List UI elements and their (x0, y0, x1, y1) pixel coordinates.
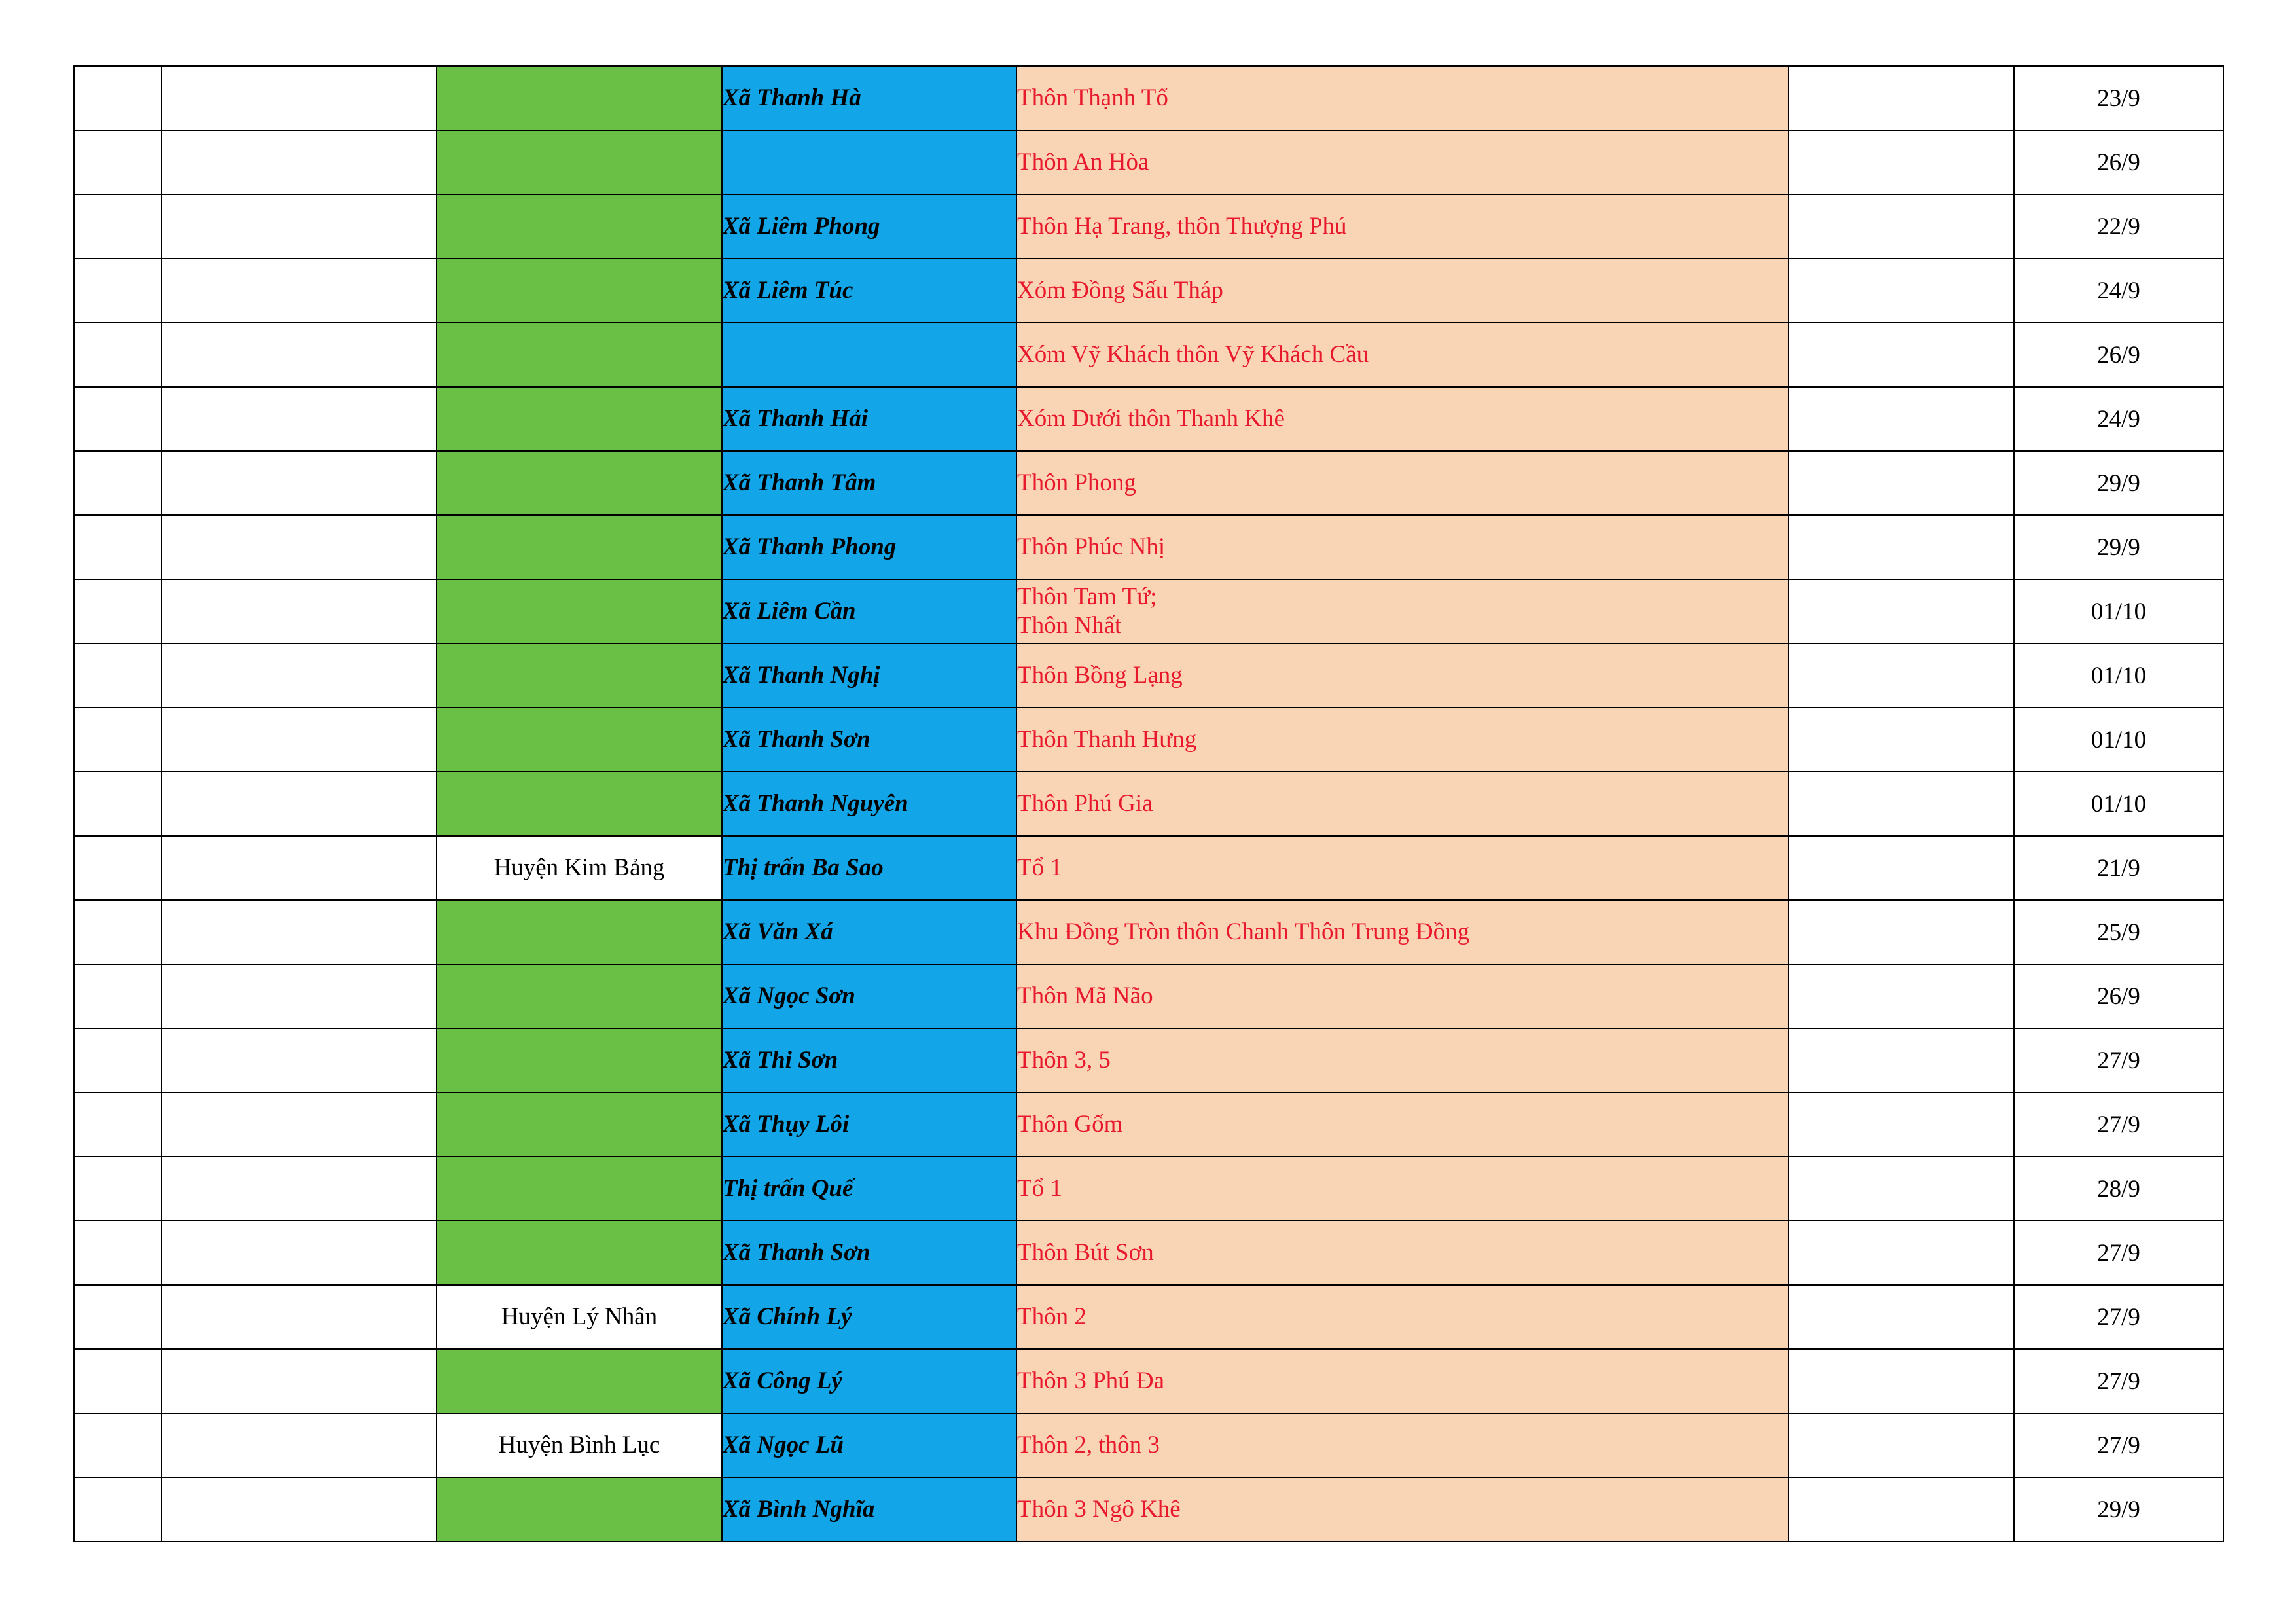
cell-province (162, 130, 437, 194)
cell-commune: Xã Thanh Sơn (722, 1221, 1016, 1285)
cell-province (162, 1157, 437, 1221)
table-row (74, 1349, 2223, 1413)
cell-spacer (1789, 1157, 2014, 1221)
cell-province (162, 836, 437, 900)
cell-hamlet: Xóm Đồng Sấu Tháp (1016, 259, 1789, 323)
cell-spacer (1789, 515, 2014, 579)
table-row (74, 579, 2223, 643)
cell-spacer (1789, 1028, 2014, 1092)
cell-district (437, 66, 722, 130)
cell-spacer (1789, 259, 2014, 323)
cell-hamlet: Thôn 3, 5 (1016, 1028, 1789, 1092)
cell-date: 27/9 (2014, 1092, 2223, 1157)
cell-index (74, 900, 162, 964)
table-row (74, 515, 2223, 579)
cell-spacer (1789, 323, 2014, 387)
cell-hamlet: Khu Đồng Tròn thôn Chanh Thôn Trung Đồng (1016, 900, 1789, 964)
cell-index (74, 1413, 162, 1477)
cell-commune: Thị trấn Quế (722, 1157, 1016, 1221)
locations-table (73, 65, 2224, 1542)
cell-hamlet: Thôn Thanh Hưng (1016, 708, 1789, 772)
cell-date: 22/9 (2014, 194, 2223, 259)
cell-spacer (1789, 387, 2014, 451)
cell-date: 29/9 (2014, 515, 2223, 579)
table-body (74, 66, 2223, 1542)
table-row (74, 1285, 2223, 1349)
cell-index (74, 643, 162, 708)
cell-spacer (1789, 772, 2014, 836)
cell-hamlet: Xóm Vỹ Khách thôn Vỹ Khách Cầu (1016, 323, 1789, 387)
cell-district (437, 259, 722, 323)
cell-hamlet: Thôn Phú Gia (1016, 772, 1789, 836)
cell-commune: Xã Chính Lý (722, 1285, 1016, 1349)
cell-spacer (1789, 1092, 2014, 1157)
cell-commune: Xã Thanh Nguyên (722, 772, 1016, 836)
cell-index (74, 1028, 162, 1092)
cell-index (74, 194, 162, 259)
cell-district (437, 451, 722, 515)
cell-hamlet: Thôn Gốm (1016, 1092, 1789, 1157)
table-row (74, 643, 2223, 708)
cell-hamlet: Xóm Dưới thôn Thanh Khê (1016, 387, 1789, 451)
table-row (74, 387, 2223, 451)
cell-province (162, 772, 437, 836)
cell-district (437, 964, 722, 1028)
cell-spacer (1789, 836, 2014, 900)
cell-commune: Xã Thanh Tâm (722, 451, 1016, 515)
cell-index (74, 1477, 162, 1542)
cell-spacer (1789, 66, 2014, 130)
cell-commune: Xã Văn Xá (722, 900, 1016, 964)
cell-district (437, 1092, 722, 1157)
cell-spacer (1789, 900, 2014, 964)
cell-hamlet: Tổ 1 (1016, 836, 1789, 900)
cell-province (162, 323, 437, 387)
cell-province (162, 66, 437, 130)
cell-district (437, 579, 722, 643)
cell-district (437, 387, 722, 451)
cell-commune: Xã Ngọc Lũ (722, 1413, 1016, 1477)
cell-province (162, 1413, 437, 1477)
cell-commune (722, 130, 1016, 194)
cell-district (437, 323, 722, 387)
cell-index (74, 708, 162, 772)
table-row (74, 1413, 2223, 1477)
cell-spacer (1789, 1413, 2014, 1477)
cell-spacer (1789, 451, 2014, 515)
cell-spacer (1789, 579, 2014, 643)
cell-date: 27/9 (2014, 1413, 2223, 1477)
cell-index (74, 1157, 162, 1221)
table-row (74, 194, 2223, 259)
cell-hamlet: Thôn 2, thôn 3 (1016, 1413, 1789, 1477)
cell-spacer (1789, 1477, 2014, 1542)
cell-commune: Thị trấn Ba Sao (722, 836, 1016, 900)
cell-district (437, 643, 722, 708)
cell-hamlet: Thôn Hạ Trang, thôn Thượng Phú (1016, 194, 1789, 259)
cell-date: 23/9 (2014, 66, 2223, 130)
cell-hamlet: Thôn Mã Não (1016, 964, 1789, 1028)
cell-district (437, 194, 722, 259)
cell-spacer (1789, 130, 2014, 194)
cell-date: 26/9 (2014, 323, 2223, 387)
cell-commune: Xã Thanh Hà (722, 66, 1016, 130)
cell-province (162, 964, 437, 1028)
cell-district (437, 1221, 722, 1285)
cell-district (437, 1157, 722, 1221)
cell-spacer (1789, 1349, 2014, 1413)
cell-district (437, 130, 722, 194)
cell-date: 01/10 (2014, 708, 2223, 772)
cell-hamlet: Thôn Thạnh Tổ (1016, 66, 1789, 130)
cell-commune: Xã Liêm Cần (722, 579, 1016, 643)
cell-province (162, 1285, 437, 1349)
table-row (74, 708, 2223, 772)
table-row (74, 323, 2223, 387)
cell-province (162, 387, 437, 451)
cell-commune: Xã Thanh Nghị (722, 643, 1016, 708)
cell-hamlet: Thôn Bồng Lạng (1016, 643, 1789, 708)
table-row (74, 772, 2223, 836)
cell-commune (722, 323, 1016, 387)
cell-province (162, 579, 437, 643)
cell-commune: Xã Công Lý (722, 1349, 1016, 1413)
cell-index (74, 387, 162, 451)
cell-province (162, 259, 437, 323)
table-row (74, 259, 2223, 323)
table-row (74, 1221, 2223, 1285)
cell-index (74, 451, 162, 515)
cell-date: 27/9 (2014, 1028, 2223, 1092)
cell-commune: Xã Bình Nghĩa (722, 1477, 1016, 1542)
cell-index (74, 130, 162, 194)
table-row (74, 451, 2223, 515)
cell-province (162, 1028, 437, 1092)
cell-index (74, 1221, 162, 1285)
cell-province (162, 1221, 437, 1285)
cell-date: 01/10 (2014, 579, 2223, 643)
table-row (74, 66, 2223, 130)
cell-spacer (1789, 1285, 2014, 1349)
cell-date: 24/9 (2014, 387, 2223, 451)
table-row (74, 900, 2223, 964)
cell-commune: Xã Thanh Sơn (722, 708, 1016, 772)
cell-district (437, 1028, 722, 1092)
cell-hamlet: Thôn Bút Sơn (1016, 1221, 1789, 1285)
cell-district: Huyện Bình Lục (437, 1413, 722, 1477)
cell-district: Huyện Lý Nhân (437, 1285, 722, 1349)
table-row (74, 1092, 2223, 1157)
cell-province (162, 708, 437, 772)
table-row (74, 1477, 2223, 1542)
cell-province (162, 1349, 437, 1413)
cell-index (74, 1285, 162, 1349)
cell-index (74, 66, 162, 130)
cell-district (437, 515, 722, 579)
cell-district (437, 772, 722, 836)
cell-hamlet: Thôn 3 Ngô Khê (1016, 1477, 1789, 1542)
cell-commune: Xã Liêm Túc (722, 259, 1016, 323)
cell-date: 24/9 (2014, 259, 2223, 323)
cell-date: 28/9 (2014, 1157, 2223, 1221)
cell-date: 01/10 (2014, 643, 2223, 708)
cell-date: 25/9 (2014, 900, 2223, 964)
cell-index (74, 964, 162, 1028)
cell-hamlet: Thôn An Hòa (1016, 130, 1789, 194)
cell-hamlet: Thôn 2 (1016, 1285, 1789, 1349)
cell-district: Huyện Kim Bảng (437, 836, 722, 900)
cell-index (74, 1349, 162, 1413)
cell-index (74, 836, 162, 900)
cell-district (437, 708, 722, 772)
cell-district (437, 1349, 722, 1413)
cell-district (437, 1477, 722, 1542)
cell-commune: Xã Thanh Hải (722, 387, 1016, 451)
cell-commune: Xã Thụy Lôi (722, 1092, 1016, 1157)
cell-hamlet: Thôn Phúc Nhị (1016, 515, 1789, 579)
cell-district (437, 900, 722, 964)
cell-date: 21/9 (2014, 836, 2223, 900)
table-row (74, 1028, 2223, 1092)
cell-date: 27/9 (2014, 1349, 2223, 1413)
cell-date: 01/10 (2014, 772, 2223, 836)
cell-date: 29/9 (2014, 1477, 2223, 1542)
table-row (74, 130, 2223, 194)
cell-province (162, 451, 437, 515)
cell-province (162, 515, 437, 579)
cell-commune: Xã Ngọc Sơn (722, 964, 1016, 1028)
table-row (74, 964, 2223, 1028)
cell-province (162, 1477, 437, 1542)
cell-commune: Xã Thi Sơn (722, 1028, 1016, 1092)
cell-date: 29/9 (2014, 451, 2223, 515)
cell-hamlet: Thôn Phong (1016, 451, 1789, 515)
cell-index (74, 772, 162, 836)
cell-date: 27/9 (2014, 1285, 2223, 1349)
cell-province (162, 194, 437, 259)
cell-commune: Xã Thanh Phong (722, 515, 1016, 579)
cell-hamlet: Tổ 1 (1016, 1157, 1789, 1221)
cell-spacer (1789, 708, 2014, 772)
cell-province (162, 643, 437, 708)
cell-hamlet: Thôn 3 Phú Đa (1016, 1349, 1789, 1413)
cell-province (162, 1092, 437, 1157)
cell-spacer (1789, 964, 2014, 1028)
table-row (74, 1157, 2223, 1221)
table-row (74, 836, 2223, 900)
cell-commune: Xã Liêm Phong (722, 194, 1016, 259)
cell-index (74, 515, 162, 579)
cell-date: 26/9 (2014, 964, 2223, 1028)
cell-hamlet: Thôn Tam Tứ; Thôn Nhất (1016, 579, 1789, 643)
cell-index (74, 579, 162, 643)
cell-index (74, 259, 162, 323)
cell-date: 27/9 (2014, 1221, 2223, 1285)
cell-spacer (1789, 194, 2014, 259)
cell-spacer (1789, 643, 2014, 708)
cell-province (162, 900, 437, 964)
cell-index (74, 1092, 162, 1157)
cell-spacer (1789, 1221, 2014, 1285)
cell-date: 26/9 (2014, 130, 2223, 194)
cell-index (74, 323, 162, 387)
